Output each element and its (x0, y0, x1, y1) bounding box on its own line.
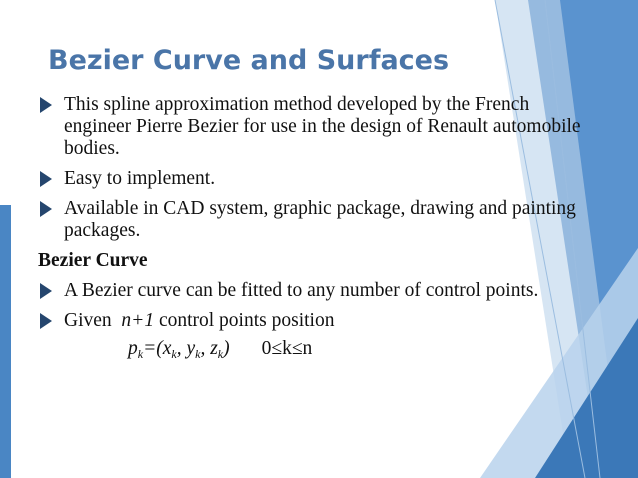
triangle-bullet-icon (40, 171, 52, 187)
bullet-text: A Bezier curve can be fitted to any number of control points. (64, 280, 539, 301)
formula-sep: , (200, 338, 211, 359)
formula-range: 0≤k≤n (261, 338, 313, 359)
section-heading: Bezier Curve (38, 250, 148, 271)
formula-y: y (186, 338, 196, 359)
given-prefix: Given (64, 310, 112, 331)
bullet-text: This spline approximation method developed by the French engineer Pierre Bezier for use in the design of Renault automobile bodies. (64, 94, 581, 159)
formula-sub-k: k (171, 347, 177, 361)
control-point-formula (38, 338, 600, 360)
bullet-item (38, 280, 600, 302)
slide-title: Bezier Curve and Surfaces (48, 45, 450, 76)
triangle-bullet-icon (40, 313, 52, 329)
given-variable: n+1 (121, 310, 155, 331)
triangle-bullet-icon (40, 283, 52, 299)
bullet-item (38, 168, 600, 190)
bullet-item (38, 94, 600, 160)
triangle-bullet-icon (40, 201, 52, 217)
formula-z: z (210, 338, 218, 359)
slide-content (38, 94, 600, 360)
formula-sep: , (176, 338, 187, 359)
formula-sub-k: k (217, 347, 224, 361)
formula-x: x (162, 338, 172, 359)
left-edge-strip (0, 205, 11, 478)
formula-eq: =( (143, 338, 163, 359)
bullet-text: Easy to implement. (64, 168, 216, 189)
given-suffix: control points position (158, 310, 335, 331)
formula-sub-k: k (137, 347, 144, 361)
bullet-item (38, 310, 600, 332)
formula-close: ) (223, 338, 230, 359)
triangle-bullet-icon (40, 97, 52, 113)
bullet-text: Available in CAD system, graphic package, drawing and painting packages. (64, 198, 576, 241)
bullet-item (38, 198, 600, 242)
formula-sub-k: k (195, 347, 201, 361)
formula-p: p (128, 338, 138, 359)
